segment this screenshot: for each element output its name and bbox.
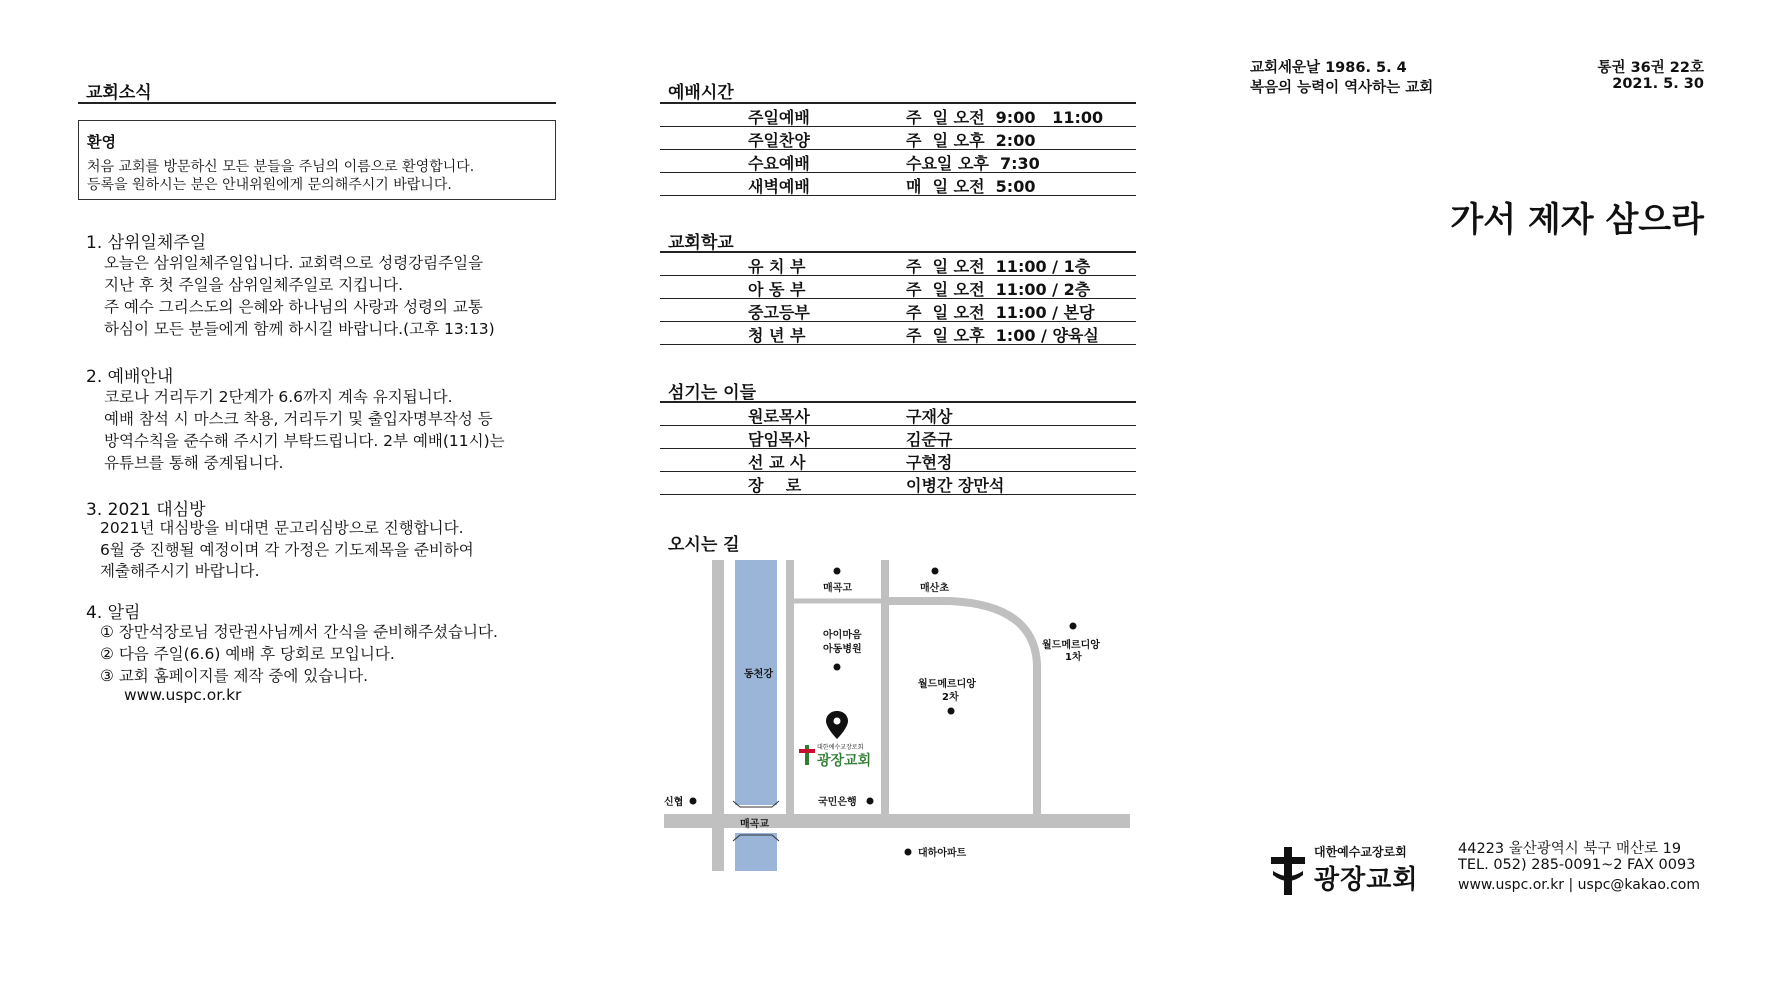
map-label-daeha: 대하아파트 — [918, 848, 967, 859]
servant-person: 구재상 — [906, 407, 953, 426]
map-label-world-meridian-2: 월드메르디앙 — [918, 679, 976, 690]
servant-role: 담임목사 — [748, 430, 810, 449]
news-item-line: ① 장만석장로님 정란권사님께서 간식을 준비해주셨습니다. — [100, 623, 498, 641]
map-church-name: 광장교회 — [817, 753, 872, 769]
worship-row — [660, 173, 1136, 196]
issue-number: 통권 36권 22호 — [1597, 60, 1704, 76]
map-label-world-meridian-1: 월드메르디앙 — [1042, 640, 1100, 651]
directions-map — [660, 555, 1140, 875]
news-title-rule — [78, 102, 556, 104]
map-label-sinhyup: 신협 — [664, 797, 684, 808]
news-item-line: 방역수칙을 준수해 주시기 부탁드립니다. 2부 예배(11시)는 — [104, 432, 505, 450]
servant-row — [660, 472, 1136, 495]
worship-time: 수요일 오후 7:30 — [906, 154, 1040, 173]
worship-title: 예배시간 — [668, 83, 734, 103]
news-item-title: 2. 예배안내 — [86, 367, 174, 387]
poi-dot — [948, 708, 955, 715]
servant-role: 원로목사 — [748, 407, 810, 426]
church-denomination: 대한예수교장로회 — [1314, 845, 1407, 859]
worship-time: 매 일 오전 5:00 — [906, 177, 1036, 196]
school-name: 청 년 부 — [748, 326, 806, 345]
sermon-title: 가서 제자 삼으라 — [1450, 200, 1704, 240]
news-item-line: 유튜브를 통해 중계됩니다. — [104, 454, 284, 472]
directions-title: 오시는 길 — [668, 535, 740, 555]
map-label-hospital-1: 아이마음 — [823, 630, 862, 641]
news-item-line: ② 다음 주일(6.6) 예배 후 당회로 모입니다. — [100, 645, 395, 663]
welcome-line: 등록을 원하시는 분은 안내위원에게 문의해주시기 바랍니다. — [87, 177, 452, 193]
news-item-line: ③ 교회 홈페이지를 제작 중에 있습니다. — [100, 667, 369, 685]
river-upper — [735, 560, 777, 805]
map-church-small: 대한예수교장로회 — [817, 744, 864, 751]
news-item-line: 제출해주시기 바랍니다. — [100, 562, 260, 580]
map-label-world-meridian-2b: 2차 — [942, 692, 959, 703]
school-title: 교회학교 — [668, 233, 734, 253]
news-item-line: 6월 중 진행될 예정이며 각 가정은 기도제목을 준비하여 — [100, 541, 474, 559]
school-time: 주 일 오후 1:00 / 양육실 — [906, 326, 1099, 345]
map-label-hospital-2: 아동병원 — [823, 644, 862, 655]
school-time: 주 일 오전 11:00 / 본당 — [906, 303, 1095, 322]
worship-time: 주 일 오전 9:00 11:00 — [906, 108, 1104, 127]
poi-dot — [834, 664, 841, 671]
road-curve — [885, 601, 1037, 821]
servant-person: 김준규 — [906, 430, 953, 449]
school-time: 주 일 오전 11:00 / 2층 — [906, 280, 1091, 299]
poi-dot — [834, 568, 841, 575]
map-label-river: 동천강 — [744, 669, 773, 680]
poi-dot — [1070, 623, 1077, 630]
servant-row — [660, 426, 1136, 449]
school-time: 주 일 오전 11:00 / 1층 — [906, 257, 1091, 276]
map-label-maegok-high: 매곡고 — [823, 583, 852, 594]
welcome-title: 환영 — [87, 133, 116, 151]
news-item-title: 1. 삼위일체주일 — [86, 233, 207, 253]
news-item-title: 4. 알림 — [86, 603, 141, 623]
welcome-line: 처음 교회를 방문하신 모든 분들을 주님의 이름으로 환영합니다. — [87, 159, 475, 175]
servant-person: 구현정 — [906, 453, 953, 472]
map-label-maesan-elem: 매산초 — [920, 583, 949, 594]
school-row — [660, 322, 1136, 345]
founding-date: 교회세운날 1986. 5. 4 — [1250, 60, 1407, 76]
map-label-kookmin: 국민은행 — [818, 797, 857, 808]
issue-date: 2021. 5. 30 — [1612, 76, 1704, 92]
church-cross-icon — [799, 745, 815, 765]
news-item-line: 오늘은 삼위일체주일입니다. 교회력으로 성령강림주일을 — [104, 254, 484, 272]
school-name: 아 동 부 — [748, 280, 806, 299]
news-item-line: 하심이 모든 분들에게 함께 하시길 바랍니다.(고후 13:13) — [104, 320, 495, 338]
servant-person: 이병간 장만석 — [906, 476, 1005, 495]
news-item-line: 예배 참석 시 마스크 착용, 거리두기 및 출입자명부작성 등 — [104, 410, 493, 428]
location-pin-icon — [826, 711, 848, 739]
news-item-title: 3. 2021 대심방 — [86, 500, 206, 520]
church-motto: 복음의 능력이 역사하는 교회 — [1250, 80, 1434, 96]
servant-role: 선 교 사 — [748, 453, 806, 472]
school-name: 중고등부 — [748, 303, 810, 322]
news-item-line: 2021년 대심방을 비대면 문고리심방으로 진행합니다. — [100, 519, 464, 537]
homepage-link[interactable]: www.uspc.or.kr — [124, 686, 242, 704]
worship-name: 수요예배 — [748, 154, 810, 173]
church-address: 44223 울산광역시 북구 매산로 19 — [1458, 841, 1682, 857]
school-row — [660, 276, 1136, 299]
school-row — [660, 299, 1136, 322]
worship-row — [660, 127, 1136, 150]
church-web[interactable]: www.uspc.or.kr | uspc@kakao.com — [1458, 877, 1700, 893]
map-label-maegok-bridge: 매곡교 — [740, 819, 769, 830]
river-lower — [735, 833, 777, 871]
school-name: 유 치 부 — [748, 257, 806, 276]
welcome-box — [78, 120, 556, 200]
servant-role: 장 로 — [748, 476, 802, 495]
church-name: 광장교회 — [1314, 865, 1419, 895]
news-item-line: 지난 후 첫 주일을 삼위일체주일로 지킵니다. — [104, 276, 404, 294]
worship-name: 주일예배 — [748, 108, 810, 127]
worship-name: 새벽예배 — [748, 177, 810, 196]
church-logo-icon — [1267, 845, 1309, 897]
servants-title: 섬기는 이들 — [668, 383, 757, 403]
poi-dot — [867, 798, 874, 805]
news-title: 교회소식 — [86, 83, 152, 103]
servant-row — [660, 403, 1136, 426]
poi-dot — [932, 568, 939, 575]
school-row — [660, 253, 1136, 276]
church-phone: TEL. 052) 285-0091~2 FAX 0093 — [1458, 857, 1696, 873]
worship-row — [660, 104, 1136, 127]
news-item-line: 주 예수 그리스도의 은혜와 하나님의 사랑과 성령의 교통 — [104, 298, 483, 316]
news-item-line: 코로나 거리두기 2단계가 6.6까지 계속 유지됩니다. — [104, 388, 453, 406]
worship-time: 주 일 오후 2:00 — [906, 131, 1036, 150]
servant-row — [660, 449, 1136, 472]
worship-name: 주일찬양 — [748, 131, 810, 150]
worship-row — [660, 150, 1136, 173]
poi-dot — [905, 849, 912, 856]
map-label-world-meridian-1b: 1차 — [1065, 652, 1082, 663]
poi-dot — [690, 798, 697, 805]
